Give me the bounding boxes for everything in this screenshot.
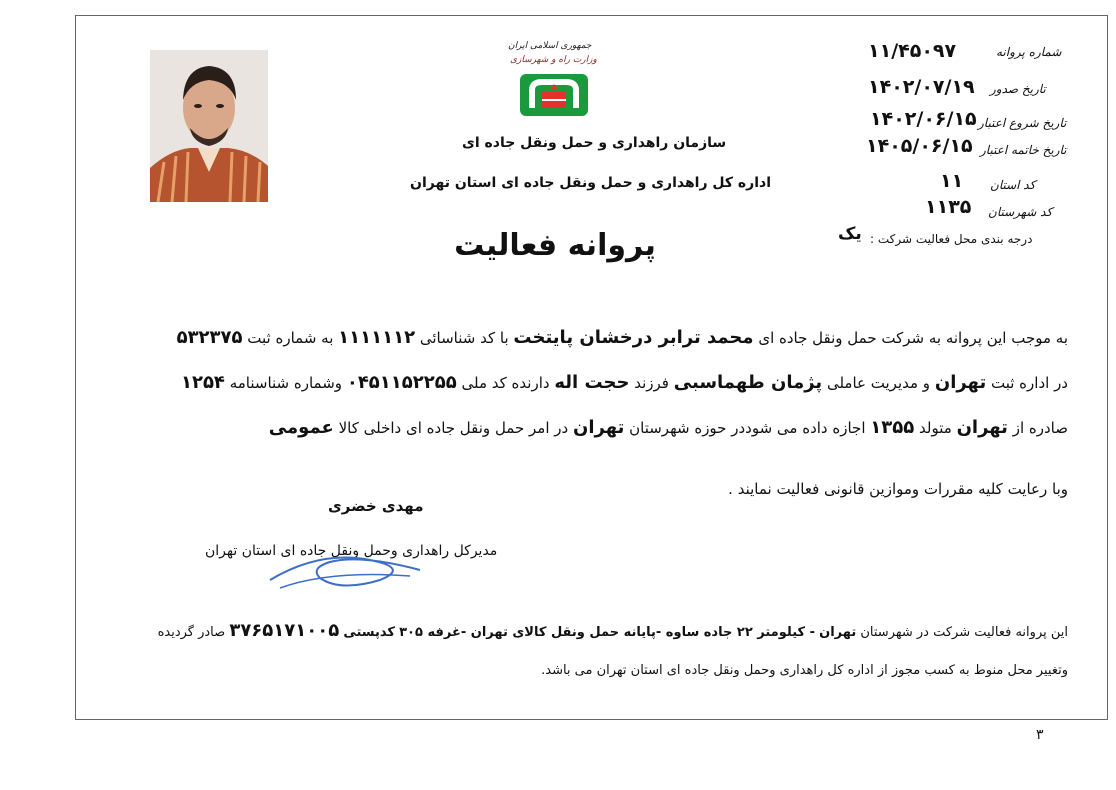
signatory-role: مدیرکل راهداری وحمل ونقل جاده ای استان تهران [205,543,498,559]
province-code: ۱۱ [940,170,964,192]
body-line-4 [90,478,1068,500]
body-text: اجازه داده می شوددر حوزه شهرستان [629,419,866,437]
footer-text: صادر گردیده [157,625,226,640]
signature-scribble [260,540,430,600]
body-text: متولد [919,419,952,437]
footer-address: - کیلومتر ۲۲ جاده ساوه -پایانه حمل ونقل کالای تهران -غرفه ۳۰۵ [399,625,815,640]
company-name: محمد ترابر درخشان پایتخت [513,327,754,348]
emblem-line2: وزارت راه و شهرسازی [510,55,597,65]
cargo-type: عمومی [268,417,334,438]
manager-name: پژمان طهماسبی [673,372,823,393]
body-text: فرزند [634,374,669,392]
body-line-3 [90,417,1068,439]
father-name: حجت اله [554,372,630,393]
body-text: صادره از [1012,419,1068,437]
body-text: وبا رعایت کلیه مقررات وموازین قانونی فعالیت نمایند . [728,480,1068,498]
license-no-label: شماره پروانه [996,45,1062,59]
body-text: دارنده کد ملی [461,374,550,392]
company-id: ۱۱۱۱۱۱۲ [338,327,416,348]
valid-to-label: تاریخ خاتمه اعتبار [980,143,1067,157]
issued-in: تهران [956,417,1008,438]
dept-name: اداره کل راهداری و حمل ونقل جاده ای استان تهران [410,175,772,191]
page-number: ۳ [1036,727,1044,743]
province-code-label: کد استان [990,178,1036,192]
national-id: ۰۴۵۱۱۵۲۲۵۵ [346,372,457,393]
zone-city: تهران [572,417,625,438]
license-no: ۱۱/۴۵۰۹۷ [868,40,957,62]
body-text: و مدیریت عاملی [826,374,931,392]
city-code: ۱۱۳۵ [925,196,972,218]
body-text: در اداره ثبت [990,374,1068,392]
footer-line-2 [90,660,1068,682]
body-line-2 [90,372,1068,394]
body-text: در امر حمل ونقل جاده ای داخلی کالا [338,419,569,437]
grade-label: درجه بندی محل فعالیت شرکت : [870,232,1033,246]
city-code-label: کد شهرستان [988,205,1053,219]
valid-to: ۱۴۰۵/۰۶/۱۵ [866,135,973,157]
page-title: پروانه فعالیت [454,228,656,263]
footer-text: وتغییر محل منوط به کسب مجوز از اداره کل راهداری وحمل ونقل جاده ای استان تهران می باشد. [541,663,1068,678]
footer-line-1 [90,620,1068,644]
body-text: با کد شناسائی [419,329,509,347]
body-text: به موجب این پروانه به شرکت حمل ونقل جاده ای [758,329,1068,347]
valid-from-label: تاریخ شروع اعتبار [978,116,1067,130]
org-name: سازمان راهداری و حمل ونقل جاده ای [462,135,727,151]
footer-text: این پروانه فعالیت شرکت در شهرستان [860,625,1068,640]
birth-year: ۱۳۵۵ [870,417,915,438]
registration-city: تهران [934,372,987,393]
signatory-name: مهدی خضری [328,497,424,515]
issue-date: ۱۴۰۲/۰۷/۱۹ [868,76,975,98]
holder-photo [150,50,268,202]
postal-code: ۳۷۶۵۱۷۱۰۰۵ [229,620,340,641]
registration-number: ۵۳۲۳۷۵ [176,327,243,348]
grade-value: یک [838,224,862,244]
body-text: وشماره شناسنامه [229,374,343,392]
body-text: به شماره ثبت [247,329,334,347]
body-line-1 [90,327,1068,349]
id-number: ۱۲۵۴ [180,372,225,393]
emblem-line1: جمهوری اسلامی ایران [508,41,592,51]
issue-date-label: تاریخ صدور [990,82,1046,96]
footer-postal-label: کدپستی [343,625,395,640]
valid-from: ۱۴۰۲/۰۶/۱۵ [870,108,977,130]
footer-city: تهران [819,625,857,640]
